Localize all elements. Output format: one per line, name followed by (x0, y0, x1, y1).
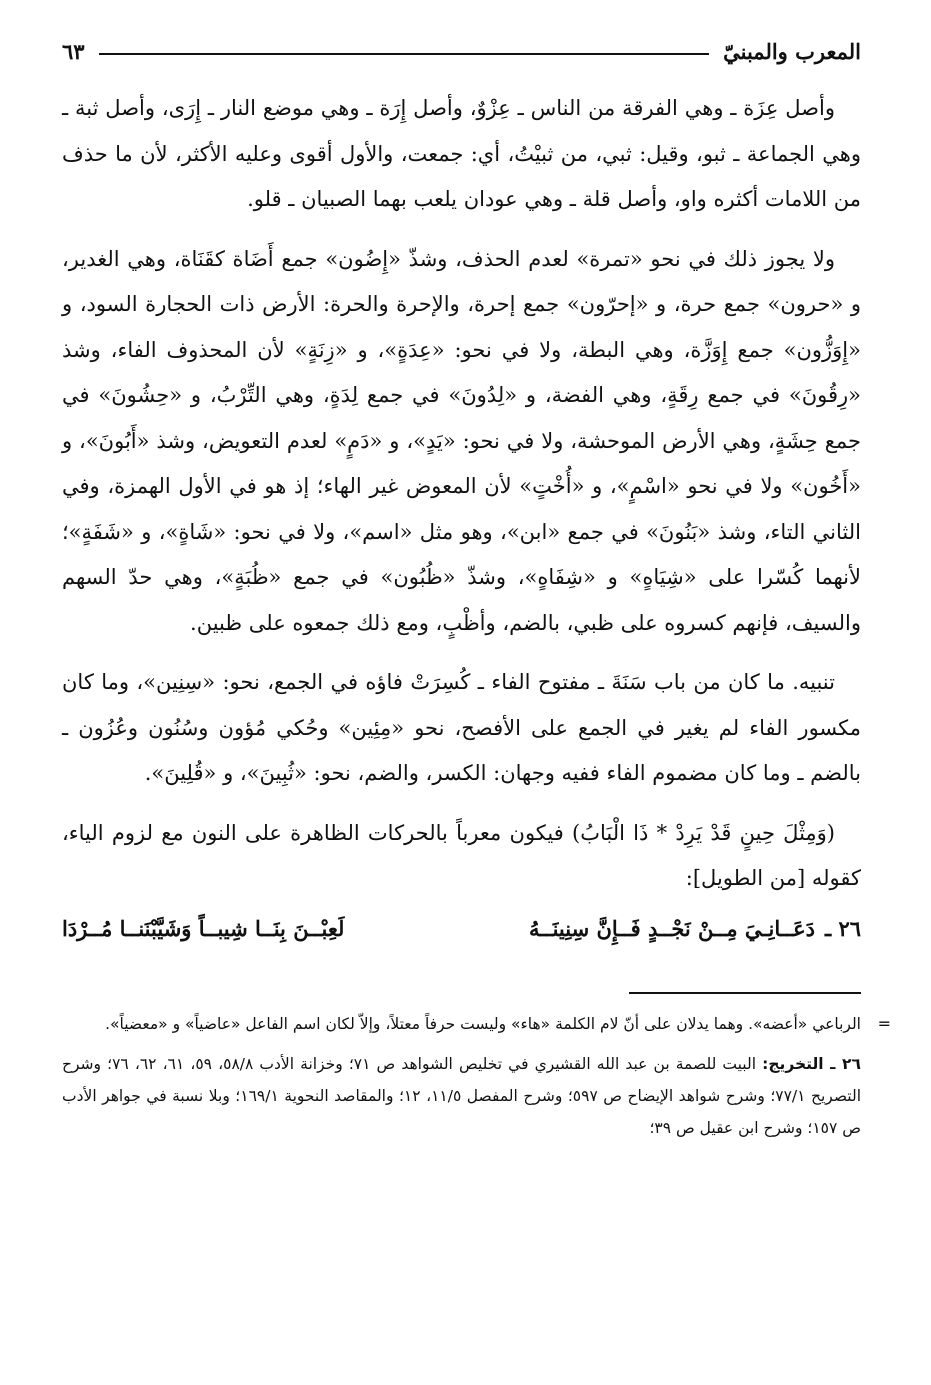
footnote-separator (62, 992, 861, 994)
footnote-continued (62, 1008, 891, 1040)
footnote-26 (62, 1048, 861, 1144)
chapter-title: المعرب والمبنيّ (723, 39, 861, 64)
hemistich-1: دَعَــانِـيَ مِــنْ نَجْــدٍ فَــإِنَّ سِنِينَــهُ (529, 915, 815, 941)
paragraph-4: (وَمِثْلَ حِينٍ قَدْ يَرِدْ * ذَا الْبَابُ) فيكون معرباً بالحركات الظاهرة على النون مع لزوم الياء، كقوله [من الطويل]: (62, 820, 861, 890)
paragraph-2: ولا يجوز ذلك في نحو «تمرة» لعدم الحذف، وشذّ «إِضُون» جمع أَضَاة كقَنَاة، وهي الغدير، و «حرون» جمع حرة، و «إحرّون» جمع إحرة، والإحرة والحرة: الأرض ذات الحجارة السود، و «إِوَزُّون» جمع إِوَزَّة، وهي البطة، ولا في نحو: «عِدَةٍ»، و «زِنَةٍ» لأن المحذوف الفاء، وشذ «رِقُونَ» في جمع رِقَةٍ، وهي الفضة، و «لِدُونَ» في جمع لِدَةٍ، وهي التِّرْبُ، و «حِشُونَ» في جمع حِشَةٍ، وهي الأرض الموحشة، ولا في نحو: «يَدٍ»، و «دَمٍ» لعدم التعويض، وشذ «أَبُونَ»، و «أَخُون» ولا في نحو «اسْمٍ»، و «أُخْتٍ» لأن المعوض غير الهاء؛ إذ هو في الأول الهمزة، وفي الثاني التاء، وشذ «بَنُونَ» في جمع «ابن»، وهو مثل «اسم»، ولا في نحو: «شَاةٍ»، و «شَفَةٍ»؛ لأنهما كُسّرا على «شِيَاهٍ» و «شِفَاهٍ»، وشذّ «ظُبُون» في جمع «ظُبَةٍ»، وهي حدّ السهم والسيف، فإنهم كسروه على ظبي، بالضم، وأظْبٍ، ومع ذلك جمعوه على ظبين. (62, 246, 861, 635)
main-text (62, 86, 861, 962)
poetry-verse (62, 916, 861, 962)
running-header (62, 30, 861, 64)
header-rule (99, 53, 710, 55)
hemistich-2: لَعِبْــنَ بِنَــا شِيبــاً وَشَيَّبْنَنــا مُــرْدَا (62, 915, 345, 941)
footnotes (62, 1008, 891, 1144)
footnote-26-text: البيت للصمة بن عبد الله القشيري في تخليص الشواهد ص ٧١؛ وخزانة الأدب ٥٨/٨، ٥٩، ٦١، ٦٢، ٧٦؛ وشرح التصريح ٧٧/١؛ وشرح شواهد الإيضاح ص ٥٩٧؛ وشرح المفصل ١١/٥، ١٢؛ والمقاصد النحوية ١٦٩/١؛ وبلا نسبة في جواهر الأدب ص ١٥٧؛ وشرح ابن عقيل ص ٣٩؛ (62, 1054, 861, 1137)
footnote-continued-text: الرباعي «أعضه». وهما يدلان على أنّ لام الكلمة «هاء» وليست حرفاً معتلاً، وإلاّ لكان اسم الفاعل «عاضياً» و «معضياً». (105, 1014, 861, 1033)
continuation-mark: = (877, 1013, 891, 1033)
footnote-rule (629, 992, 861, 994)
verse-first-half (529, 916, 861, 941)
paragraph-3: تنبيه. ما كان من باب سَنَةَ ـ مفتوح الفاء ـ كُسِرَتْ فاؤه في الجمع، نحو: «سِنِين»، وما كان مكسور الفاء لم يغير في الجمع على الأفصح، نحو «مِئِين» وحُكي مُؤون وسُنُون وعُزُون ـ بالضم ـ وما كان مضموم الفاء ففيه وجهان: الكسر، والضم، نحو: «ثُبِينَ»، و «قُلِينَ». (62, 670, 861, 785)
verse-number: ٢٦ ـ (824, 915, 861, 941)
footnote-26-lead: ٢٦ ـ التخريج: (762, 1054, 861, 1073)
paragraph-1: وأصل عِزَة ـ وهي الفرقة من الناس ـ عِزْوٌ، وأصل إِرَة ـ وهي موضع النار ـ إِرَى، وأصل ثبة ـ وهي الجماعة ـ ثبو، وقيل: ثبي، من ثبيْتُ، أي: جمعت، والأول أقوى وعليه الأكثر، لأن ما حذف من اللامات أكثره واو، وأصل قلة ـ وهي عودان يلعب بهما الصبيان ـ قلو. (62, 96, 861, 211)
page-number: ٦٣ (62, 39, 85, 64)
